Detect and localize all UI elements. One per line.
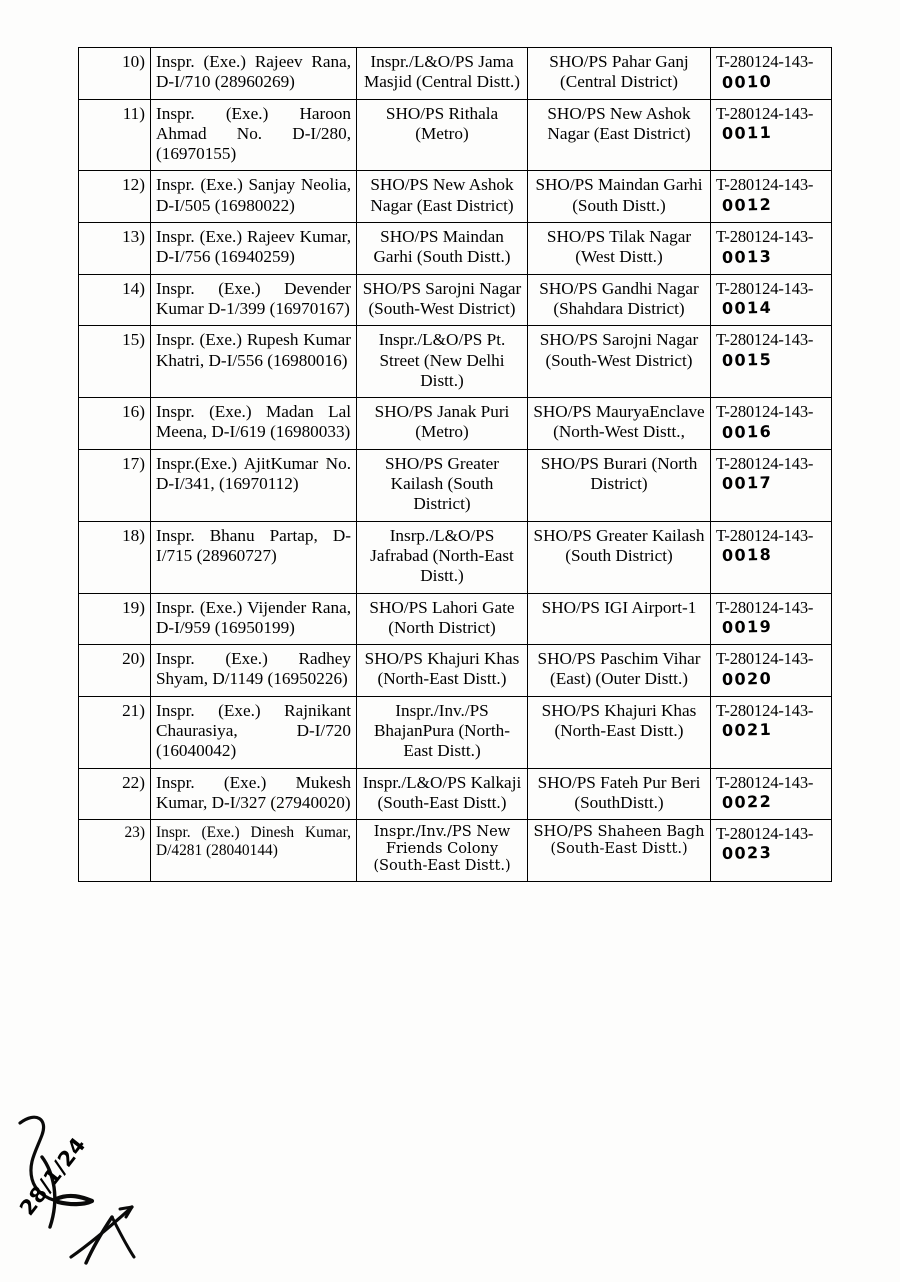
table-row (79, 223, 832, 275)
table-row (79, 171, 832, 223)
cell-officer-name: Inspr. (Exe.) Radhey Shyam, D/1149 (16950226) (151, 645, 357, 697)
cell-serial-number: 19) (79, 593, 151, 645)
cell-new-posting: SHO/PS MauryaEnclave (North-West Distt., (528, 398, 711, 450)
reference-prefix: T-280124-143- (716, 330, 814, 350)
cell-officer-name: Inspr. (Exe.) Rajnikant Chaurasiya, D-I/720 (16040042) (151, 696, 357, 768)
cell-officer-name: Inspr. (Exe.) Devender Kumar D-1/399 (16970167) (151, 274, 357, 326)
cell-officer-name: Inspr. (Exe.) Rajeev Kumar, D-I/756 (16940259) (151, 223, 357, 275)
cell-present-posting: SHO/PS Lahori Gate (North District) (357, 593, 528, 645)
reference-handwritten-number: 0017 (721, 473, 773, 494)
reference-handwritten-number: 0014 (721, 298, 773, 319)
cell-officer-name: Inspr. Bhanu Partap, D-I/715 (28960727) (151, 521, 357, 593)
cell-officer-name: Inspr. (Exe.) Dinesh Kumar, D/4281 (28040144) (151, 820, 357, 882)
reference-handwritten-number: 0023 (721, 843, 773, 864)
reference-prefix: T-280124-143- (716, 278, 814, 298)
cell-order-reference (711, 645, 832, 697)
cell-new-posting: SHO/PS Tilak Nagar (West Distt.) (528, 223, 711, 275)
cell-present-posting: SHO/PS Rithala (Metro) (357, 99, 528, 171)
cell-present-posting: Inspr./L&O/PS Pt. Street (New Delhi Distt.) (357, 326, 528, 398)
signature-date: 28/1/24 (15, 1132, 91, 1220)
transfer-order-table-body (79, 48, 832, 882)
cell-officer-name: Inspr. (Exe.) Madan Lal Meena, D-I/619 (16980033) (151, 398, 357, 450)
cell-new-posting: SHO/PS Burari (North District) (528, 449, 711, 521)
cell-order-reference (711, 48, 832, 100)
cell-officer-name: Inspr. (Exe.) Rupesh Kumar Khatri, D-I/556 (16980016) (151, 326, 357, 398)
cell-new-posting: SHO/PS IGI Airport-1 (528, 593, 711, 645)
cell-new-posting: SHO/PS Greater Kailash (South District) (528, 521, 711, 593)
reference-handwritten-number: 0019 (721, 616, 773, 638)
cell-present-posting: Inspr./Inv./PS New Friends Colony (South-East Distt.) (357, 820, 528, 882)
cell-present-posting: SHO/PS Sarojni Nagar (South-West District) (357, 274, 528, 326)
cell-present-posting: SHO/PS Khajuri Khas (North-East Distt.) (357, 645, 528, 697)
reference-prefix: T-280124-143- (716, 453, 814, 473)
cell-present-posting: Inspr./L&O/PS Kalkaji (South-East Distt.) (357, 768, 528, 820)
reference-handwritten-number: 0010 (721, 71, 773, 92)
cell-order-reference (711, 274, 832, 326)
reference-handwritten-number: 0016 (721, 421, 773, 442)
reference-prefix: T-280124-143- (716, 525, 814, 545)
table-row (79, 521, 832, 593)
cell-serial-number: 15) (79, 326, 151, 398)
cell-order-reference (711, 223, 832, 275)
table-row (79, 820, 832, 882)
cell-present-posting: SHO/PS Janak Puri (Metro) (357, 398, 528, 450)
cell-serial-number: 16) (79, 398, 151, 450)
cell-order-reference (711, 696, 832, 768)
reference-prefix: T-280124-143- (716, 103, 814, 123)
cell-present-posting: Inspr./L&O/PS Jama Masjid (Central Distt.) (357, 48, 528, 100)
cell-order-reference (711, 99, 832, 171)
table-row (79, 326, 832, 398)
cell-new-posting: SHO/PS Pahar Ganj (Central District) (528, 48, 711, 100)
cell-serial-number: 21) (79, 696, 151, 768)
cell-new-posting: SHO/PS Maindan Garhi (South Distt.) (528, 171, 711, 223)
table-row (79, 696, 832, 768)
cell-new-posting: SHO/PS Gandhi Nagar (Shahdara District) (528, 274, 711, 326)
cell-present-posting: SHO/PS Maindan Garhi (South Distt.) (357, 223, 528, 275)
reference-prefix: T-280124-143- (716, 772, 814, 792)
cell-officer-name: Inspr. (Exe.) Mukesh Kumar, D-I/327 (27940020) (151, 768, 357, 820)
cell-serial-number: 14) (79, 274, 151, 326)
reference-prefix: T-280124-143- (716, 700, 814, 720)
cell-order-reference (711, 593, 832, 645)
transfer-order-table-container (78, 47, 831, 882)
reference-handwritten-number: 0012 (721, 194, 773, 216)
cell-serial-number: 11) (79, 99, 151, 171)
table-row (79, 593, 832, 645)
reference-prefix: T-280124-143- (716, 824, 814, 844)
cell-officer-name: Inspr. (Exe.) Vijender Rana, D-I/959 (16950199) (151, 593, 357, 645)
cell-order-reference (711, 326, 832, 398)
table-row (79, 768, 832, 820)
reference-prefix: T-280124-143- (716, 227, 814, 247)
cell-officer-name: Inspr. (Exe.) Sanjay Neolia, D-I/505 (16980022) (151, 171, 357, 223)
reference-prefix: T-280124-143- (716, 402, 814, 422)
reference-handwritten-number: 0015 (721, 349, 773, 370)
cell-serial-number: 17) (79, 449, 151, 521)
cell-serial-number: 22) (79, 768, 151, 820)
cell-order-reference (711, 398, 832, 450)
table-row (79, 274, 832, 326)
cell-present-posting: SHO/PS New Ashok Nagar (East District) (357, 171, 528, 223)
cell-serial-number: 13) (79, 223, 151, 275)
cell-order-reference (711, 171, 832, 223)
cell-serial-number: 12) (79, 171, 151, 223)
reference-prefix: T-280124-143- (716, 649, 814, 669)
cell-new-posting: SHO/PS Khajuri Khas (North-East Distt.) (528, 696, 711, 768)
cell-order-reference (711, 449, 832, 521)
cell-serial-number: 23) (79, 820, 151, 882)
cell-order-reference (711, 521, 832, 593)
transfer-order-table (78, 47, 832, 882)
reference-prefix: T-280124-143- (716, 175, 814, 195)
table-row (79, 99, 832, 171)
cell-officer-name: Inspr. (Exe.) Rajeev Rana, D-I/710 (28960269) (151, 48, 357, 100)
reference-handwritten-number: 0022 (721, 791, 773, 813)
reference-handwritten-number: 0013 (721, 246, 773, 267)
reference-handwritten-number: 0018 (721, 544, 773, 566)
reference-prefix: T-280124-143- (716, 597, 814, 617)
cell-present-posting: SHO/PS Greater Kailash (South District) (357, 449, 528, 521)
cell-officer-name: Inspr. (Exe.) Haroon Ahmad No. D-I/280, (16970155) (151, 99, 357, 171)
cell-new-posting: SHO/PS Paschim Vihar (East) (Outer Distt.) (528, 645, 711, 697)
reference-handwritten-number: 0020 (721, 668, 773, 689)
table-row (79, 398, 832, 450)
cell-officer-name: Inspr.(Exe.) AjitKumar No. D-I/341, (16970112) (151, 449, 357, 521)
cell-order-reference (711, 768, 832, 820)
cell-present-posting: Inspr./Inv./PS BhajanPura (North-East Distt.) (357, 696, 528, 768)
cell-order-reference (711, 820, 832, 882)
cell-new-posting: SHO/PS Sarojni Nagar (South-West District) (528, 326, 711, 398)
reference-handwritten-number: 0011 (721, 122, 773, 144)
reference-prefix: T-280124-143- (716, 52, 814, 71)
cell-serial-number: 10) (79, 48, 151, 100)
cell-serial-number: 18) (79, 521, 151, 593)
cell-serial-number: 20) (79, 645, 151, 697)
cell-present-posting: Insrp./L&O/PS Jafrabad (North-East Distt.) (357, 521, 528, 593)
table-row (79, 449, 832, 521)
table-row (79, 645, 832, 697)
cell-new-posting: SHO/PS Fateh Pur Beri (SouthDistt.) (528, 768, 711, 820)
cell-new-posting: SHO/PS Shaheen Bagh (South-East Distt.) (528, 820, 711, 882)
cell-new-posting: SHO/PS New Ashok Nagar (East District) (528, 99, 711, 171)
reference-handwritten-number: 0021 (721, 720, 773, 741)
table-row (79, 48, 832, 100)
